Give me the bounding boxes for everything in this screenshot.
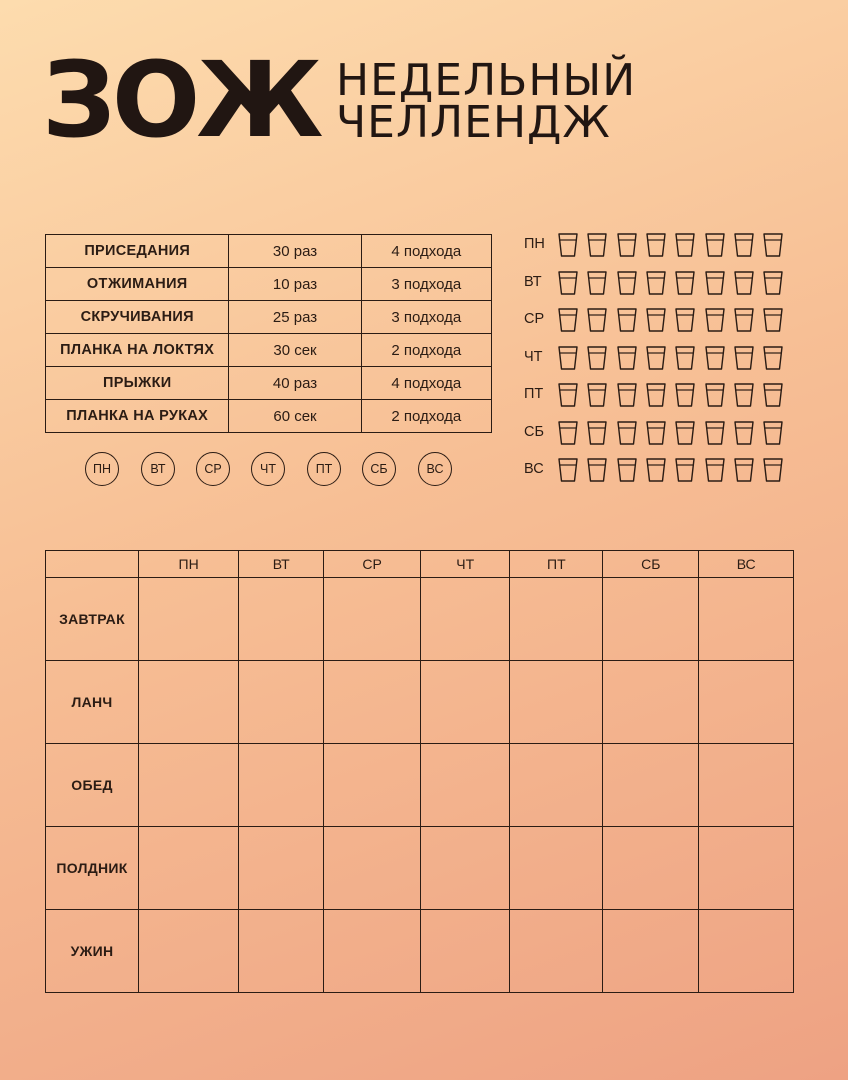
table-row xyxy=(46,744,794,827)
meal-cell[interactable] xyxy=(139,827,239,910)
water-glass-icon[interactable] xyxy=(645,382,667,408)
water-glass-icon[interactable] xyxy=(762,232,784,258)
day-circle-tue[interactable]: ВТ xyxy=(141,452,175,486)
exercise-name: ПЛАНКА НА ЛОКТЯХ xyxy=(46,334,229,367)
water-row xyxy=(524,382,824,408)
water-glass-icon[interactable] xyxy=(645,307,667,333)
water-day-label: ПН xyxy=(524,236,545,252)
exercise-name: ОТЖИМАНИЯ xyxy=(46,268,229,301)
water-day-label: СБ xyxy=(524,423,544,440)
table-header-row xyxy=(46,551,794,578)
water-glass-icon[interactable] xyxy=(733,232,755,258)
meal-cell[interactable] xyxy=(510,744,603,827)
exercise-name: ПЛАНКА НА РУКАХ xyxy=(46,400,229,433)
day-circle-wed[interactable]: СР xyxy=(196,452,230,486)
water-glass-icon[interactable] xyxy=(674,345,696,371)
table-row xyxy=(46,367,492,400)
day-circle-sat[interactable]: СБ xyxy=(362,452,396,486)
water-glass-icon[interactable] xyxy=(557,270,579,296)
water-glass-icon[interactable] xyxy=(674,307,696,333)
exercise-name: СКРУЧИВАНИЯ xyxy=(46,301,229,334)
exercise-amount: 30 сек xyxy=(229,334,361,367)
water-glass-icon[interactable] xyxy=(557,457,579,483)
subtitle-line-1: НЕДЕЛЬНЫЙ xyxy=(336,55,637,106)
day-header: ВС xyxy=(699,551,794,578)
water-glass-icon[interactable] xyxy=(616,232,638,258)
water-glass-icon[interactable] xyxy=(674,420,696,446)
water-glass-icon[interactable] xyxy=(557,345,579,371)
water-glass-icon[interactable] xyxy=(762,457,784,483)
water-glass-icon[interactable] xyxy=(762,382,784,408)
meal-cell[interactable] xyxy=(139,910,239,993)
meal-cell[interactable] xyxy=(510,661,603,744)
water-glass-icon[interactable] xyxy=(557,382,579,408)
meal-cell[interactable] xyxy=(510,910,603,993)
water-glass-icon[interactable] xyxy=(733,457,755,483)
water-glass-icon[interactable] xyxy=(586,270,608,296)
table-row xyxy=(46,400,492,433)
day-circles xyxy=(85,452,465,488)
meal-cell[interactable] xyxy=(421,578,510,661)
meal-label: УЖИН xyxy=(46,910,139,993)
meal-cell[interactable] xyxy=(603,744,699,827)
meal-cell[interactable] xyxy=(239,827,324,910)
table-row xyxy=(46,301,492,334)
day-circle-thu[interactable]: ЧТ xyxy=(251,452,285,486)
water-glass-icon[interactable] xyxy=(586,457,608,483)
day-header: ПТ xyxy=(510,551,603,578)
meal-cell[interactable] xyxy=(421,910,510,993)
exercise-sets: 2 подхода xyxy=(361,400,491,433)
water-row xyxy=(524,270,824,296)
exercise-sets: 4 подхода xyxy=(361,367,491,400)
table-row xyxy=(46,235,492,268)
exercise-sets: 4 подхода xyxy=(361,235,491,268)
meal-cell[interactable] xyxy=(324,578,421,661)
water-glass-icon[interactable] xyxy=(645,420,667,446)
water-day-label: СР xyxy=(524,311,545,327)
water-row xyxy=(524,345,824,371)
meal-cell[interactable] xyxy=(139,661,239,744)
meal-label: ПОЛДНИК xyxy=(46,827,139,910)
meal-cell[interactable] xyxy=(324,661,421,744)
water-glass-icon[interactable] xyxy=(762,307,784,333)
water-glass-icon[interactable] xyxy=(674,457,696,483)
water-glass-icon[interactable] xyxy=(586,232,608,258)
table-row xyxy=(46,578,794,661)
page-subtitle xyxy=(336,55,637,148)
water-glass-icon[interactable] xyxy=(704,345,726,371)
water-glass-icon[interactable] xyxy=(616,307,638,333)
water-glass-icon[interactable] xyxy=(704,232,726,258)
meal-cell[interactable] xyxy=(139,744,239,827)
exercise-name: ПРИСЕДАНИЯ xyxy=(46,235,229,268)
meal-cell[interactable] xyxy=(324,827,421,910)
exercise-sets: 2 подхода xyxy=(361,334,491,367)
meal-cell[interactable] xyxy=(510,827,603,910)
water-glass-icon[interactable] xyxy=(586,382,608,408)
water-glass-icon[interactable] xyxy=(733,382,755,408)
meal-label: ЗАВТРАК xyxy=(46,578,139,661)
day-header: ПН xyxy=(139,551,239,578)
meal-cell[interactable] xyxy=(603,661,699,744)
meal-cell[interactable] xyxy=(699,827,794,910)
water-glass-icon[interactable] xyxy=(586,420,608,446)
water-row xyxy=(524,457,824,483)
water-glass-icon[interactable] xyxy=(733,270,755,296)
meal-cell[interactable] xyxy=(699,744,794,827)
water-day-label: ЧТ xyxy=(524,348,543,365)
water-glass-icon[interactable] xyxy=(645,345,667,371)
subtitle-line-2: ЧЕЛЛЕНДЖ xyxy=(336,97,611,148)
meal-cell[interactable] xyxy=(239,910,324,993)
table-row xyxy=(46,334,492,367)
water-glass-icon[interactable] xyxy=(616,420,638,446)
exercise-sets: 3 подхода xyxy=(361,301,491,334)
meal-cell[interactable] xyxy=(421,744,510,827)
meal-cell[interactable] xyxy=(603,578,699,661)
exercise-amount: 25 раз xyxy=(229,301,361,334)
meal-cell[interactable] xyxy=(699,578,794,661)
water-glass-icon[interactable] xyxy=(586,345,608,371)
page-title: ЗОЖ xyxy=(42,39,320,161)
meal-cell[interactable] xyxy=(324,910,421,993)
water-glass-icon[interactable] xyxy=(762,345,784,371)
meal-cell[interactable] xyxy=(324,744,421,827)
water-glass-icon[interactable] xyxy=(616,345,638,371)
exercise-amount: 40 раз xyxy=(229,367,361,400)
water-glass-icon[interactable] xyxy=(586,307,608,333)
meal-cell[interactable] xyxy=(699,910,794,993)
water-glass-icon[interactable] xyxy=(645,232,667,258)
water-glass-icon[interactable] xyxy=(704,457,726,483)
water-day-label: ВС xyxy=(524,461,544,477)
water-glass-icon[interactable] xyxy=(704,420,726,446)
exercise-sets: 3 подхода xyxy=(361,268,491,301)
exercise-name: ПРЫЖКИ xyxy=(46,367,229,400)
meal-cell[interactable] xyxy=(239,744,324,827)
water-glass-icon[interactable] xyxy=(616,270,638,296)
meal-cell[interactable] xyxy=(603,910,699,993)
water-glass-icon[interactable] xyxy=(733,345,755,371)
water-glass-icon[interactable] xyxy=(674,270,696,296)
water-glass-icon[interactable] xyxy=(704,307,726,333)
day-circle-sun[interactable]: ВС xyxy=(418,452,452,486)
meal-cell[interactable] xyxy=(603,827,699,910)
water-glass-icon[interactable] xyxy=(674,382,696,408)
meal-plan-body xyxy=(46,578,794,993)
water-glass-icon[interactable] xyxy=(557,420,579,446)
meal-cell[interactable] xyxy=(421,661,510,744)
table-row xyxy=(46,910,794,993)
meal-label: ЛАНЧ xyxy=(46,661,139,744)
meal-label: ОБЕД xyxy=(46,744,139,827)
meal-cell[interactable] xyxy=(239,661,324,744)
water-row xyxy=(524,307,824,333)
water-glass-icon[interactable] xyxy=(645,457,667,483)
table-row xyxy=(46,661,794,744)
table-row xyxy=(46,827,794,910)
table-row xyxy=(46,268,492,301)
meal-cell[interactable] xyxy=(510,578,603,661)
water-glass-icon[interactable] xyxy=(645,270,667,296)
day-header: СБ xyxy=(603,551,699,578)
meal-plan-table xyxy=(45,550,794,993)
water-glass-icon[interactable] xyxy=(762,270,784,296)
water-day-label: ВТ xyxy=(524,273,542,290)
meal-cell[interactable] xyxy=(699,661,794,744)
water-row xyxy=(524,232,824,258)
day-header: ВТ xyxy=(239,551,324,578)
exercise-amount: 60 сек xyxy=(229,400,361,433)
corner-cell xyxy=(46,551,139,578)
water-glass-icon[interactable] xyxy=(762,420,784,446)
water-glass-icon[interactable] xyxy=(557,232,579,258)
water-glass-icon[interactable] xyxy=(733,307,755,333)
meal-cell[interactable] xyxy=(421,827,510,910)
water-glass-icon[interactable] xyxy=(616,382,638,408)
water-glass-icon[interactable] xyxy=(674,232,696,258)
day-circle-mon[interactable]: ПН xyxy=(85,452,119,486)
water-glass-icon[interactable] xyxy=(704,382,726,408)
water-day-label: ПТ xyxy=(524,386,544,402)
exercise-amount: 10 раз xyxy=(229,268,361,301)
water-glass-icon[interactable] xyxy=(704,270,726,296)
exercise-table xyxy=(45,234,492,433)
day-header: СР xyxy=(324,551,421,578)
meal-cell[interactable] xyxy=(239,578,324,661)
water-glass-icon[interactable] xyxy=(616,457,638,483)
meal-cell[interactable] xyxy=(139,578,239,661)
water-glass-icon[interactable] xyxy=(557,307,579,333)
water-row xyxy=(524,420,824,446)
water-glass-icon[interactable] xyxy=(733,420,755,446)
exercise-amount: 30 раз xyxy=(229,235,361,268)
day-header: ЧТ xyxy=(421,551,510,578)
day-circle-fri[interactable]: ПТ xyxy=(307,452,341,486)
